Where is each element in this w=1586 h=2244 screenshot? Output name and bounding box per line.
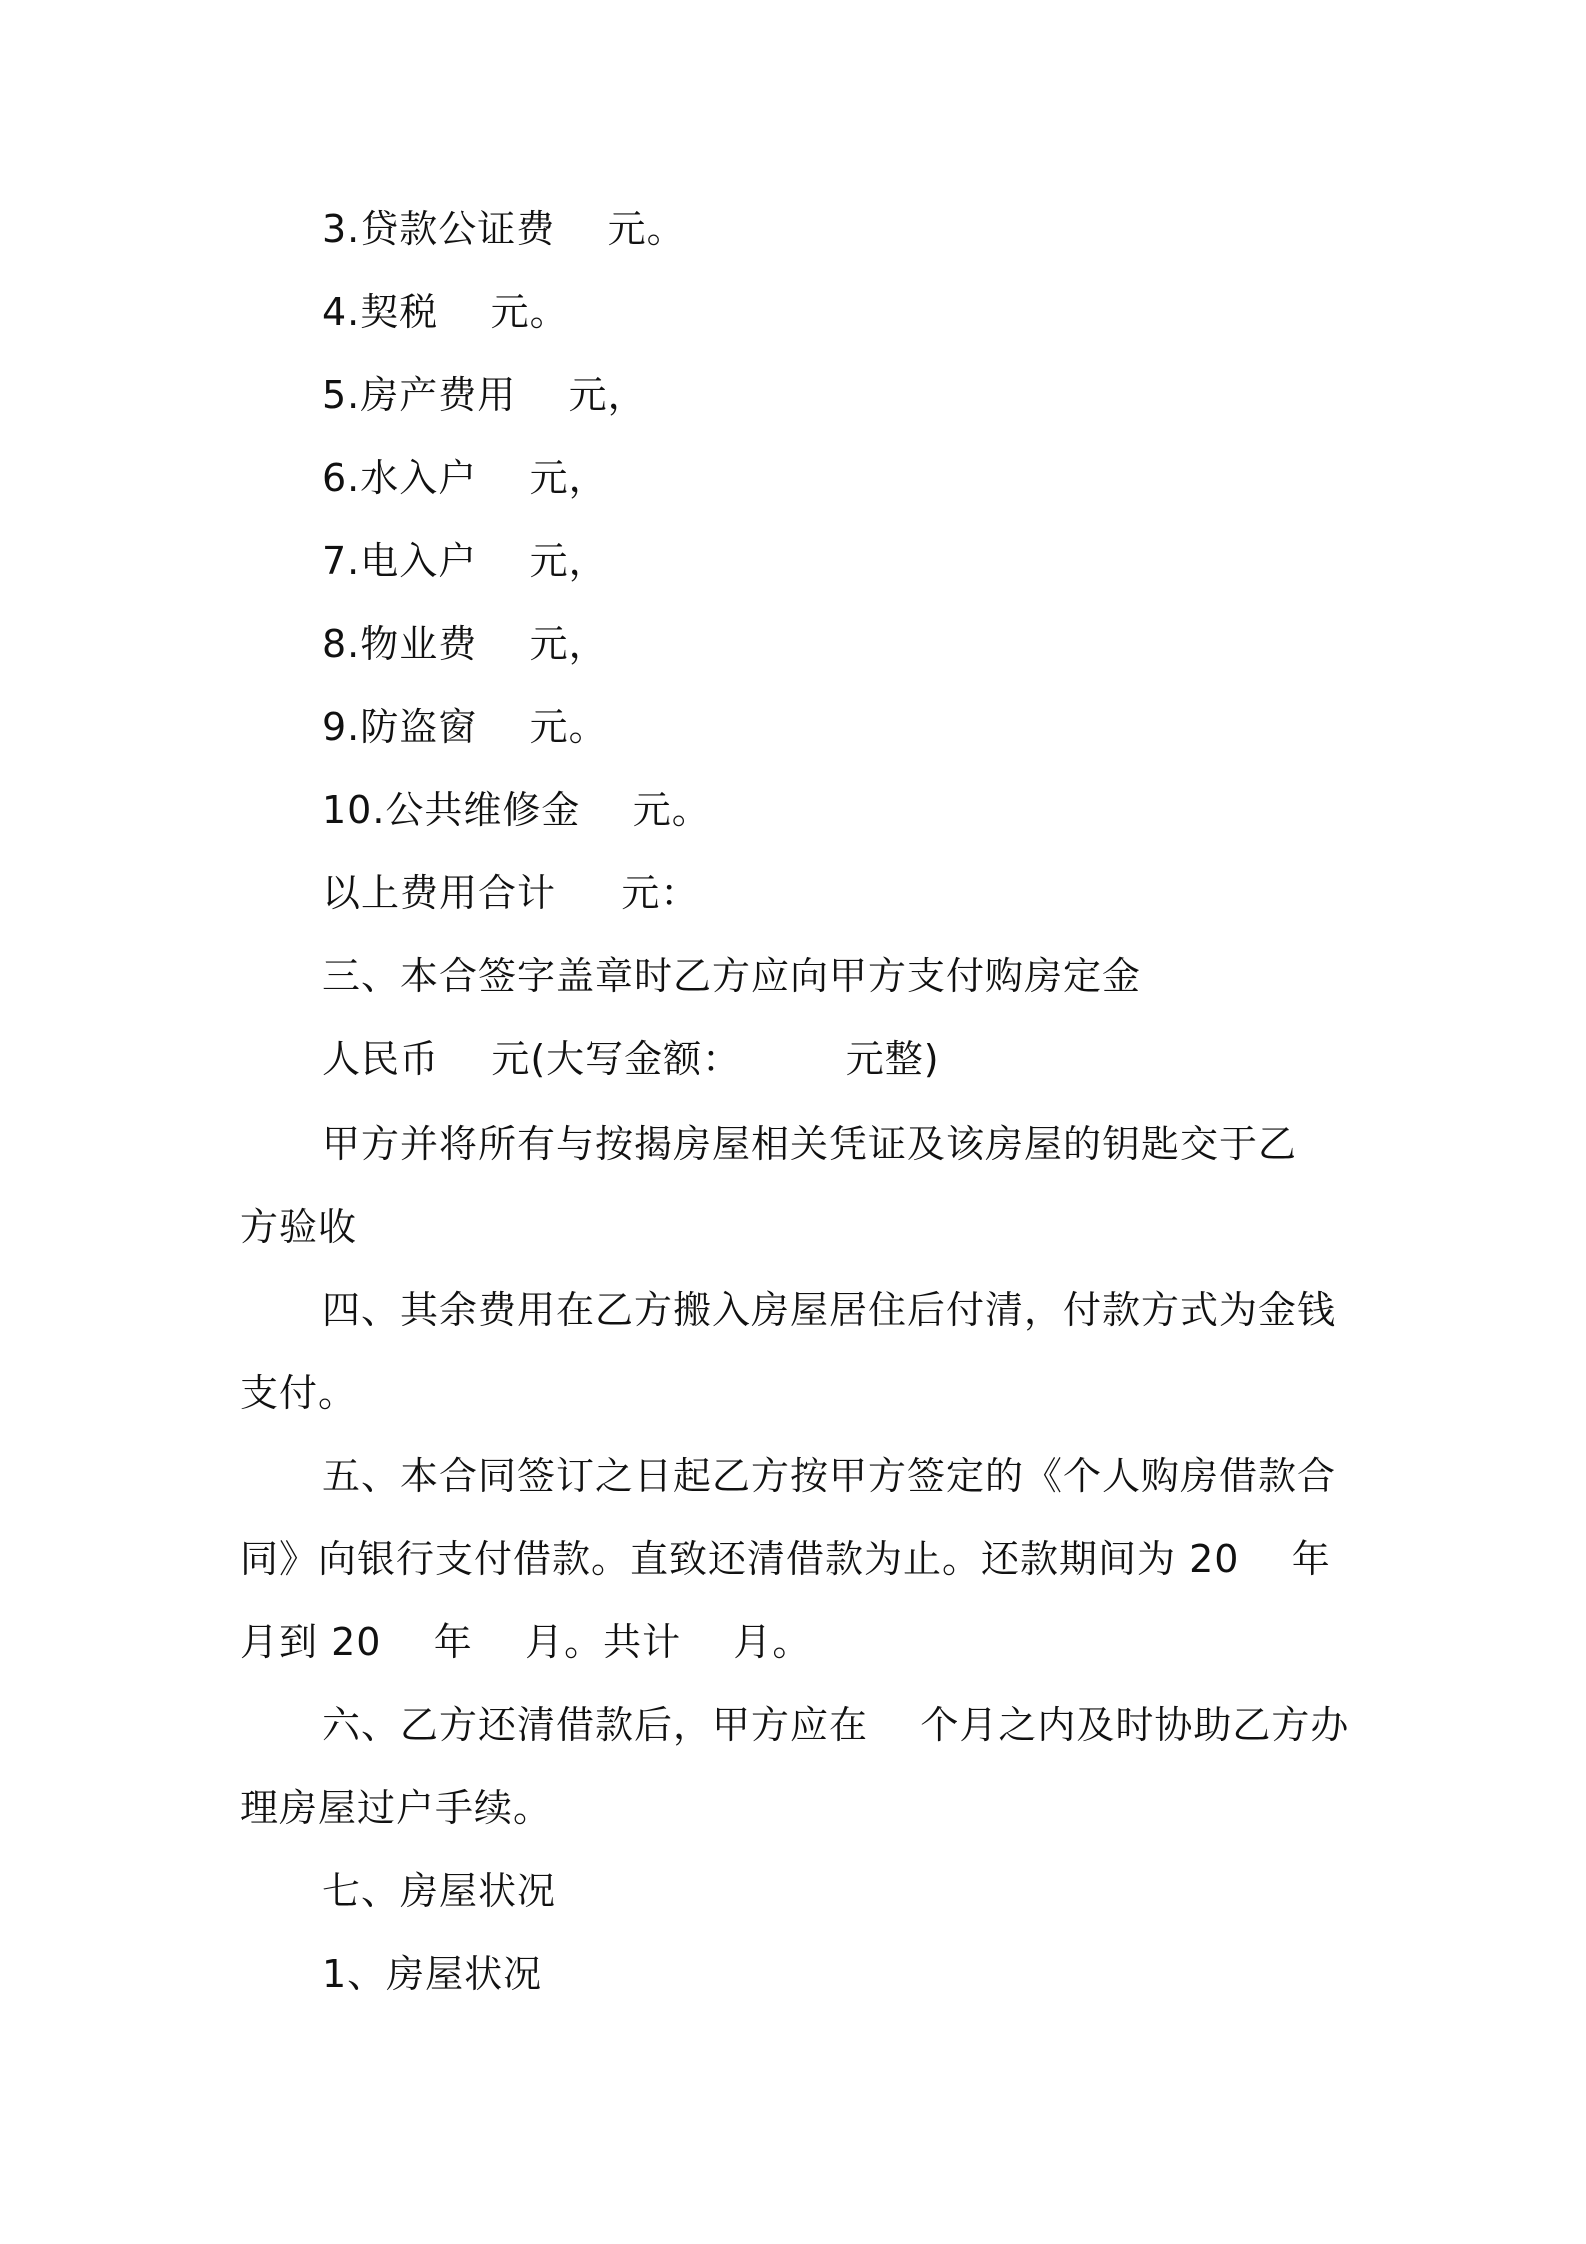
clause-3-heading: 三、本合签字盖章时乙方应向甲方支付购房定金: [322, 954, 1142, 998]
clause-6-line1: 六、乙方还清借款后，甲方应在 个月之内及时协助乙方办: [322, 1703, 1350, 1747]
fee-item-water: 6.水入户 元，: [322, 456, 608, 500]
fee-item-property-fees: 5.房产费用 元，: [322, 373, 647, 417]
fee-total: 以上费用合计 元：: [322, 871, 700, 915]
fee-item-maintenance-fund: 10.公共维修金 元。: [322, 788, 711, 832]
fee-item-deed-tax: 4.契税 元。: [322, 290, 569, 334]
clause-3-text-line2: 方验收: [240, 1205, 358, 1249]
clause-4-line1: 四、其余费用在乙方搬入房屋居住后付清，付款方式为金钱: [322, 1288, 1337, 1332]
fee-item-notary: 3.贷款公证费 元。: [322, 207, 686, 251]
clause-5-line3: 月到 20 年 月。共计 月。: [240, 1620, 812, 1664]
clause-7-heading: 七、房屋状况: [322, 1869, 557, 1913]
clause-7-item-1: 1、房屋状况: [322, 1952, 543, 1996]
fee-item-security-window: 9.防盗窗 元。: [322, 705, 608, 749]
clause-5-line2: 同》向银行支付借款。直致还清借款为止。还款期间为 20 年: [240, 1537, 1331, 1581]
clause-4-line2: 支付。: [240, 1371, 358, 1415]
fee-item-electricity: 7.电入户 元，: [322, 539, 608, 583]
clause-5-line1: 五、本合同签订之日起乙方按甲方签定的《个人购房借款合: [322, 1454, 1337, 1498]
clause-3-text-line1: 甲方并将所有与按揭房屋相关凭证及该房屋的钥匙交于乙: [322, 1122, 1298, 1166]
clause-6-line2: 理房屋过户手续。: [240, 1786, 553, 1830]
fee-item-management: 8.物业费 元，: [322, 622, 608, 666]
clause-3-amount: 人民币 元(大写金额： 元整): [322, 1037, 940, 1081]
